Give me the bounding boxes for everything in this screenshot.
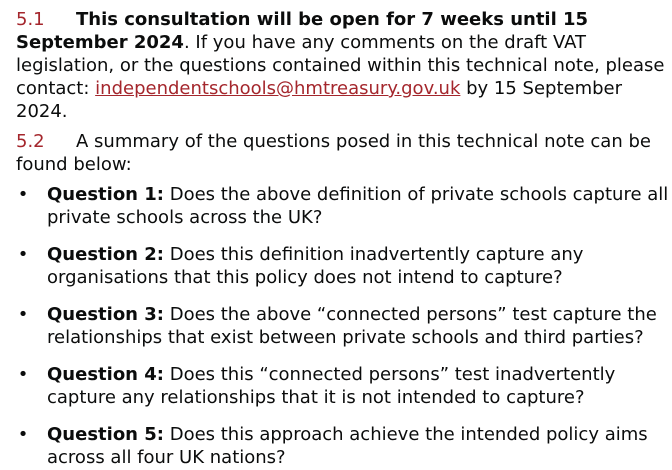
bullet-icon: • bbox=[17, 364, 29, 385]
list-item-question-1 bbox=[16, 183, 672, 229]
paragraph-text: A summary of the questions posed in this technical note can be found below: bbox=[16, 131, 651, 175]
paragraph-5-1 bbox=[16, 8, 672, 123]
bullet-icon: • bbox=[17, 184, 29, 205]
bullet-icon: • bbox=[17, 304, 29, 325]
contact-email-link[interactable]: independentschools@hmtreasury.gov.uk bbox=[95, 78, 461, 99]
question-text: Does the above definition of private schools capture all private schools across the UK? bbox=[47, 184, 669, 228]
bullet-icon: • bbox=[17, 244, 29, 265]
paragraph-number: 5.1 bbox=[16, 9, 45, 30]
question-label: Question 2: bbox=[47, 244, 164, 265]
question-label: Question 4: bbox=[47, 364, 164, 385]
question-text: Does the above “connected persons” test capture the relationships that exist between private schools and third parties? bbox=[47, 304, 657, 348]
list-item-question-4 bbox=[16, 363, 672, 409]
list-item-question-3 bbox=[16, 303, 672, 349]
list-item-question-5 bbox=[16, 423, 672, 469]
question-label: Question 1: bbox=[47, 184, 164, 205]
paragraph-text-end: by 15 September 2024. bbox=[16, 78, 623, 122]
paragraph-text: . If you have any comments on the draft VAT legislation, or the questions contained within this technical note, please contact: bbox=[16, 32, 665, 99]
question-text: Does this approach achieve the intended policy aims across all four UK nations? bbox=[47, 424, 648, 468]
question-text: Does this “connected persons” test inadvertently capture any relationships that it is not intended to capture? bbox=[47, 364, 616, 408]
paragraph-number: 5.2 bbox=[16, 131, 45, 152]
question-label: Question 3: bbox=[47, 304, 164, 325]
consultation-deadline: This consultation will be open for 7 weeks until 15 September 2024 bbox=[16, 9, 589, 53]
questions-list bbox=[16, 183, 672, 469]
question-text: Does this definition inadvertently capture any organisations that this policy does not intend to capture? bbox=[47, 244, 584, 288]
bullet-icon: • bbox=[17, 424, 29, 445]
paragraph-5-2 bbox=[16, 130, 672, 176]
question-label: Question 5: bbox=[47, 424, 164, 445]
list-item-question-2 bbox=[16, 243, 672, 289]
